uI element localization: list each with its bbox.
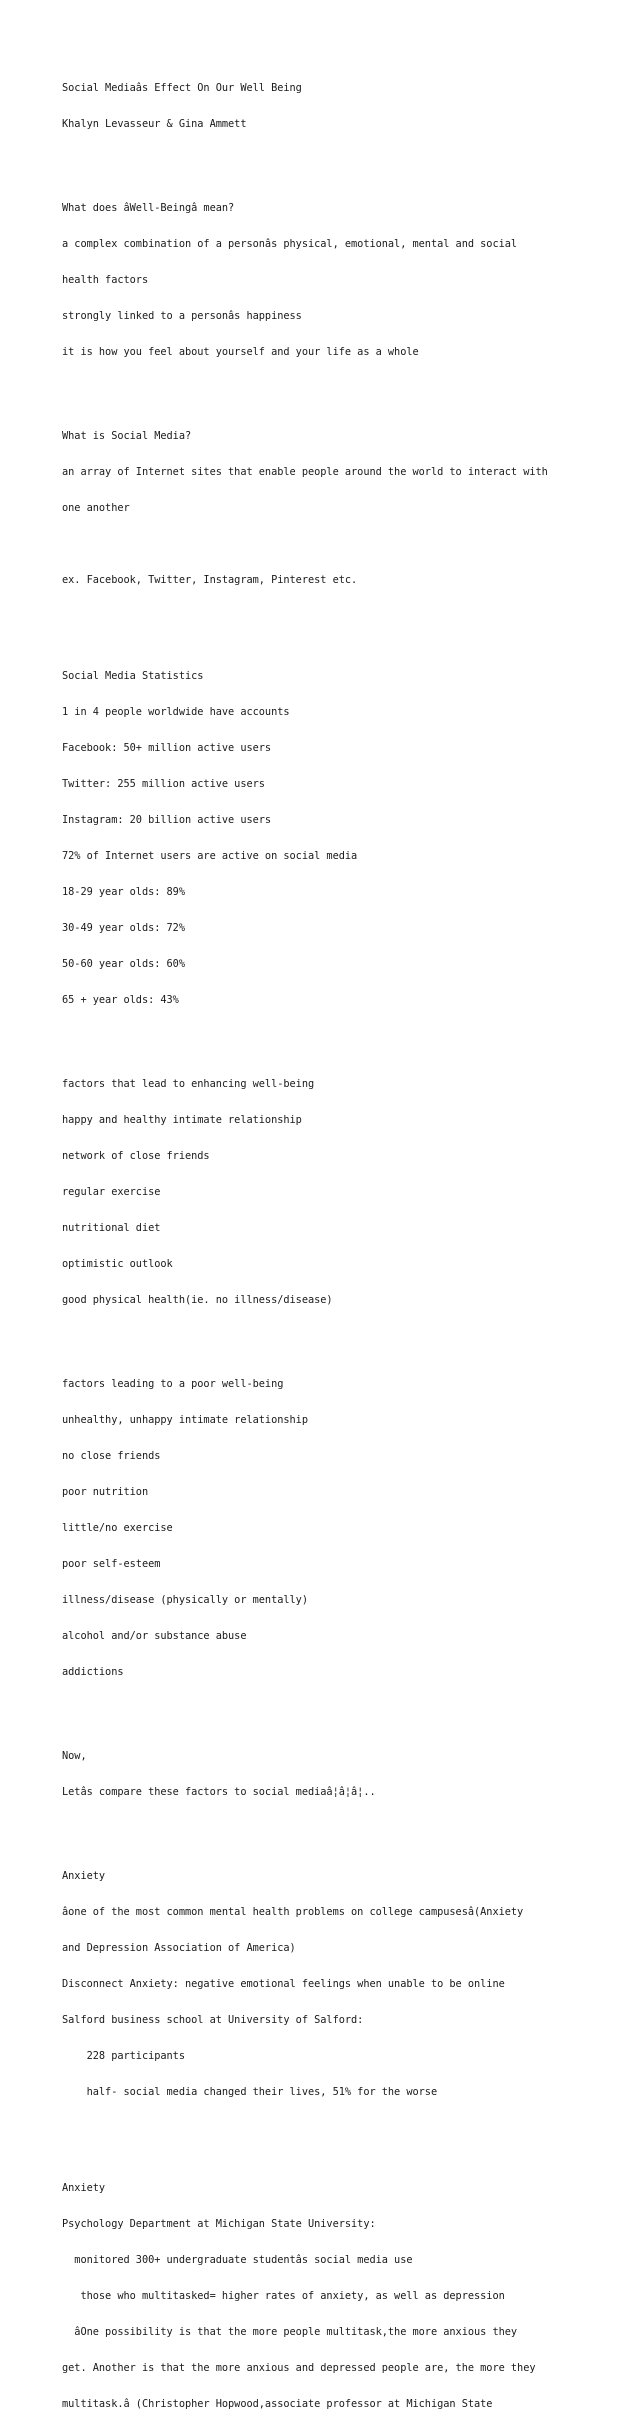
document-page [62,58,622,2422]
anxiety-heading: Anxiety [62,1870,106,1882]
enhancing-item: good physical health(ie. no illness/disease) [62,1294,333,1306]
poor-item: illness/disease (physically or mentally) [62,1594,308,1606]
enhancing-heading: factors that lead to enhancing well-being [62,1078,315,1090]
anxiety-line: monitored 300+ undergraduate studentâs social media use [62,2254,413,2266]
poor-item: poor nutrition [62,1486,149,1498]
enhancing-item: happy and healthy intimate relationship [62,1114,302,1126]
anxiety-line: Disconnect Anxiety: negative emotional feelings when unable to be online [62,1978,505,1990]
wellbeing-line: health factors [62,274,149,286]
stats-item: 18-29 year olds: 89% [62,886,185,898]
wellbeing-line: a complex combination of a personâs physical, emotional, mental and social [62,238,518,250]
anxiety-line: multitask.â (Christopher Hopwood,associate professor at Michigan State [62,2398,493,2410]
doc-title: Social Mediaâs Effect On Our Well Being [62,82,302,94]
socialmedia-line: an array of Internet sites that enable people around the world to interact with [62,466,548,478]
enhancing-item: optimistic outlook [62,1258,173,1270]
socialmedia-line: one another [62,502,130,514]
poor-heading: factors leading to a poor well-being [62,1378,284,1390]
anxiety-line: âOne possibility is that the more people multitask,the more anxious they [62,2326,518,2338]
anxiety-line: get. Another is that the more anxious and depressed people are, the more they [62,2362,536,2374]
stats-item: Facebook: 50+ million active users [62,742,272,754]
wellbeing-line: strongly linked to a personâs happiness [62,310,302,322]
stats-item: 65 + year olds: 43% [62,994,179,1006]
stats-item: 30-49 year olds: 72% [62,922,185,934]
anxiety-heading: Anxiety [62,2182,106,2194]
doc-authors: Khalyn Levasseur & Gina Ammett [62,118,247,130]
compare-line: Now, [62,1750,87,1762]
wellbeing-line: it is how you feel about yourself and your life as a whole [62,346,419,358]
compare-line: Letâs compare these factors to social mediaâ¦â¦â¦.. [62,1786,376,1798]
stats-item: Twitter: 255 million active users [62,778,265,790]
stats-item: Instagram: 20 billion active users [62,814,272,826]
stats-item: 72% of Internet users are active on social media [62,850,358,862]
anxiety-line: those who multitasked= higher rates of anxiety, as well as depression [62,2290,505,2302]
poor-item: little/no exercise [62,1522,173,1534]
enhancing-item: nutritional diet [62,1222,161,1234]
poor-item: alcohol and/or substance abuse [62,1630,247,1642]
enhancing-item: network of close friends [62,1150,210,1162]
poor-item: no close friends [62,1450,161,1462]
poor-item: addictions [62,1666,124,1678]
socialmedia-question: What is Social Media? [62,430,192,442]
anxiety-line: Salford business school at University of Salford: [62,2014,364,2026]
anxiety-line: half- social media changed their lives, 51% for the worse [62,2086,438,2098]
poor-item: unhealthy, unhappy intimate relationship [62,1414,308,1426]
stats-item: 50-60 year olds: 60% [62,958,185,970]
enhancing-item: regular exercise [62,1186,161,1198]
socialmedia-examples: ex. Facebook, Twitter, Instagram, Pinterest etc. [62,574,358,586]
stats-item: 1 in 4 people worldwide have accounts [62,706,290,718]
anxiety-line: 228 participants [62,2050,185,2062]
anxiety-line: âone of the most common mental health problems on college campusesâ(Anxiety [62,1906,524,1918]
stats-heading: Social Media Statistics [62,670,204,682]
anxiety-line: and Depression Association of America) [62,1942,296,1954]
poor-item: poor self-esteem [62,1558,161,1570]
anxiety-line: Psychology Department at Michigan State University: [62,2218,376,2230]
wellbeing-question: What does âWell-Beingâ mean? [62,202,235,214]
